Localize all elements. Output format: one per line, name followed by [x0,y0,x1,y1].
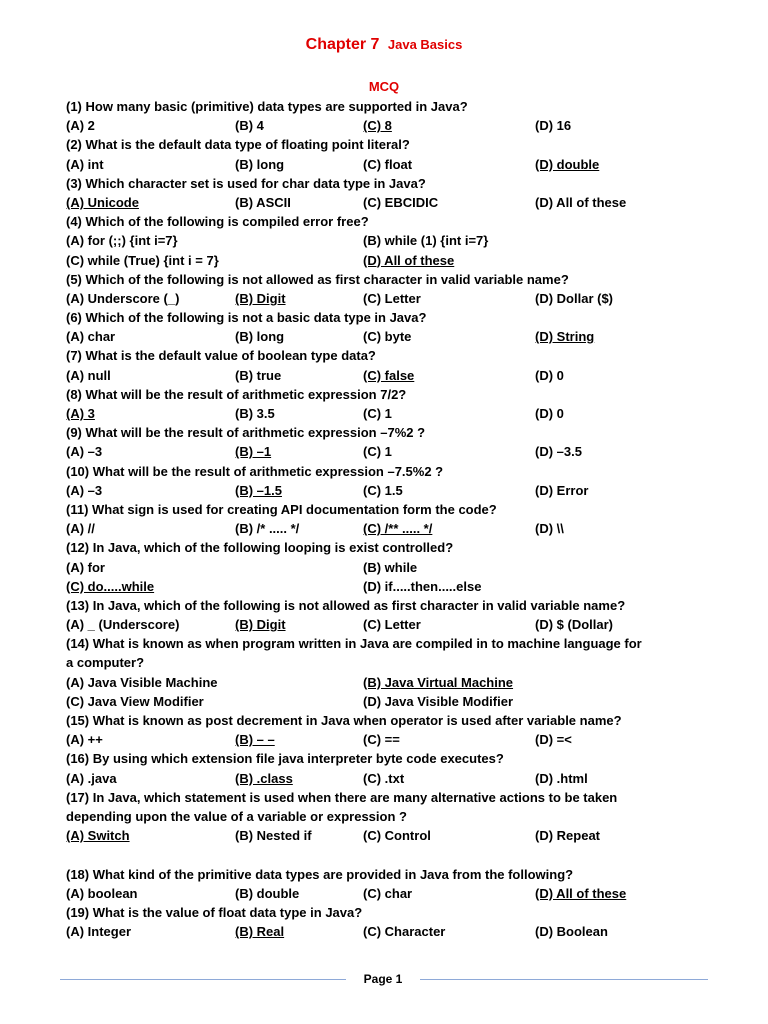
option: (D) 16 [535,118,572,134]
correct-option: (B) – – [235,732,275,748]
option: (A) –3 [66,482,103,498]
option: (C) while (True) {int i = 7} [66,252,219,268]
option: (D) 0 [535,367,564,383]
option: (D) Error [535,482,589,498]
question-text: (2) What is the default data type of floating point literal? [66,137,410,153]
correct-option: (B) Digit [235,290,286,306]
spacer [66,845,706,864]
correct-option: (B) –1.5 [235,482,282,498]
correct-option: (A) Unicode [66,194,139,210]
option: (D) 0 [535,406,564,421]
option: (B) while [363,559,418,575]
option-row [66,692,706,711]
question-text: (11) What sign is used for creating API documentation form the code? [66,501,497,517]
question-text: (18) What kind of the primitive data types are provided in Java from the following? [66,866,574,882]
option: (A) Java Visible Machine [66,674,218,690]
option: (D) Java Visible Modifier [363,693,514,709]
question-text: (14) What is known as when program written in Java are compiled in to machine language for [66,636,642,652]
option: (D) \\ [535,521,564,537]
option: (C) EBCIDIC [363,194,439,210]
option: (D) if.....then.....else [363,578,482,594]
option: (D) All of these [535,194,627,210]
option: (C) .txt [363,770,405,786]
option: (B) long [235,156,285,172]
page-number: Page 1 [346,972,420,986]
question-text-continued: depending upon the value of a variable or expression ? [66,808,407,824]
question-text: (16) By using which extension file java interpreter byte code executes? [66,751,504,767]
option: (A) ++ [66,732,103,748]
option-row [66,193,706,212]
correct-option: (C) 8 [363,118,392,134]
option: (A) for [66,559,105,575]
correct-option: (A) 3 [66,406,95,421]
question-text: (3) Which character set is used for char data type in Java? [66,175,426,191]
option: (D) .html [535,770,588,786]
option: (B) /* ..... */ [235,521,300,537]
option: (A) int [66,156,104,172]
option-row [66,366,706,385]
option-row [66,730,706,749]
correct-option: (D) String [535,329,595,345]
question-text: (13) In Java, which of the following is not allowed as first character in valid variable name? [66,597,626,613]
option-row [66,481,706,500]
question-text: (1) How many basic (primitive) data types are supported in Java? [66,99,468,114]
option: (D) Repeat [535,828,601,844]
question-text: (15) What is known as post decrement in Java when operator is used after variable name? [66,713,622,728]
question-text: (6) Which of the following is not a basic data type in Java? [66,310,427,326]
option: (B) double [235,885,300,901]
option: (C) Letter [363,290,421,306]
option: (B) long [235,329,285,345]
option: (C) Letter [363,617,421,633]
question-text: (4) Which of the following is compiled error free? [66,214,369,230]
option: (D) $ (Dollar) [535,617,613,633]
question-list [66,97,706,941]
correct-option: (B) –1 [235,444,272,460]
question-text-continued: a computer? [66,655,145,671]
correct-option: (C) false [363,367,415,383]
option: (A) char [66,329,116,345]
option: (C) float [363,156,413,172]
question-text: (7) What is the default value of boolean type data? [66,348,376,364]
option: (C) 1.5 [363,482,403,498]
option-row [66,769,706,788]
option: (C) 1 [363,444,392,460]
option: (D) –3.5 [535,444,582,460]
question-text: (12) In Java, which of the following looping is exist controlled? [66,540,454,556]
option: (A) Integer [66,924,131,940]
correct-option: (B) Real [235,924,285,940]
option-row [66,116,706,135]
chapter-number: Chapter 7 [305,36,380,53]
question-text: (8) What will be the result of arithmetic expression 7/2? [66,386,407,402]
option: (D) Boolean [535,924,608,940]
option: (B) 4 [235,118,264,134]
option: (A) .java [66,770,117,786]
option: (A) // [66,521,95,537]
option: (C) 1 [363,406,392,421]
option: (C) byte [363,329,412,345]
option: (A) 2 [66,118,95,134]
option-row [66,404,706,423]
option-row [66,442,706,461]
option: (D) Dollar ($) [535,290,613,306]
option-row [66,884,706,903]
option-row [66,519,706,538]
option-row [66,826,706,845]
option-row [66,231,706,250]
option: (B) true [235,367,282,383]
option: (C) Java View Modifier [66,693,204,709]
option: (D) =< [535,732,572,748]
correct-option: (B) Digit [235,617,286,633]
correct-option: (A) Switch [66,828,130,844]
chapter-title [0,36,768,54]
option: (A) boolean [66,885,138,901]
option: (A) null [66,367,111,383]
section-heading: MCQ [368,79,400,94]
option: (C) == [363,732,400,748]
correct-option: (C) do.....while [66,578,155,594]
option: (B) ASCII [235,194,291,210]
question-text: (17) In Java, which statement is used when there are many alternative actions to be taken [66,789,618,805]
option-row [66,615,706,634]
option-row [66,155,706,174]
question-text: (10) What will be the result of arithmetic expression –7.5%2 ? [66,463,444,479]
option-row [66,577,706,596]
correct-option: (D) All of these [363,252,455,268]
option: (B) 3.5 [235,406,275,421]
correct-option: (C) /** ..... */ [363,521,433,537]
question-text: (19) What is the value of float data type in Java? [66,904,363,920]
option-row [66,673,706,692]
option: (B) Nested if [235,828,312,844]
chapter-subtitle: Java Basics [387,37,463,52]
correct-option: (B) .class [235,770,293,786]
option: (B) while (1) {int i=7} [363,233,489,249]
option: (C) Character [363,924,446,940]
option-row [66,327,706,346]
question-text: (5) Which of the following is not allowed as first character in valid variable name? [66,271,569,287]
option: (A) for (;;) {int i=7} [66,233,178,249]
question-text: (9) What will be the result of arithmetic expression –7%2 ? [66,425,426,441]
option: (A) –3 [66,444,103,460]
option: (C) char [363,885,413,901]
option-row [66,922,706,941]
option: (A) _ (Underscore) [66,617,180,633]
option-row [66,289,706,308]
option: (C) Control [363,828,431,844]
option-row [66,558,706,577]
option-row [66,251,706,270]
correct-option: (D) All of these [535,885,627,901]
correct-option: (B) Java Virtual Machine [363,674,514,690]
option: (A) Underscore (_) [66,290,180,306]
correct-option: (D) double [535,156,600,172]
